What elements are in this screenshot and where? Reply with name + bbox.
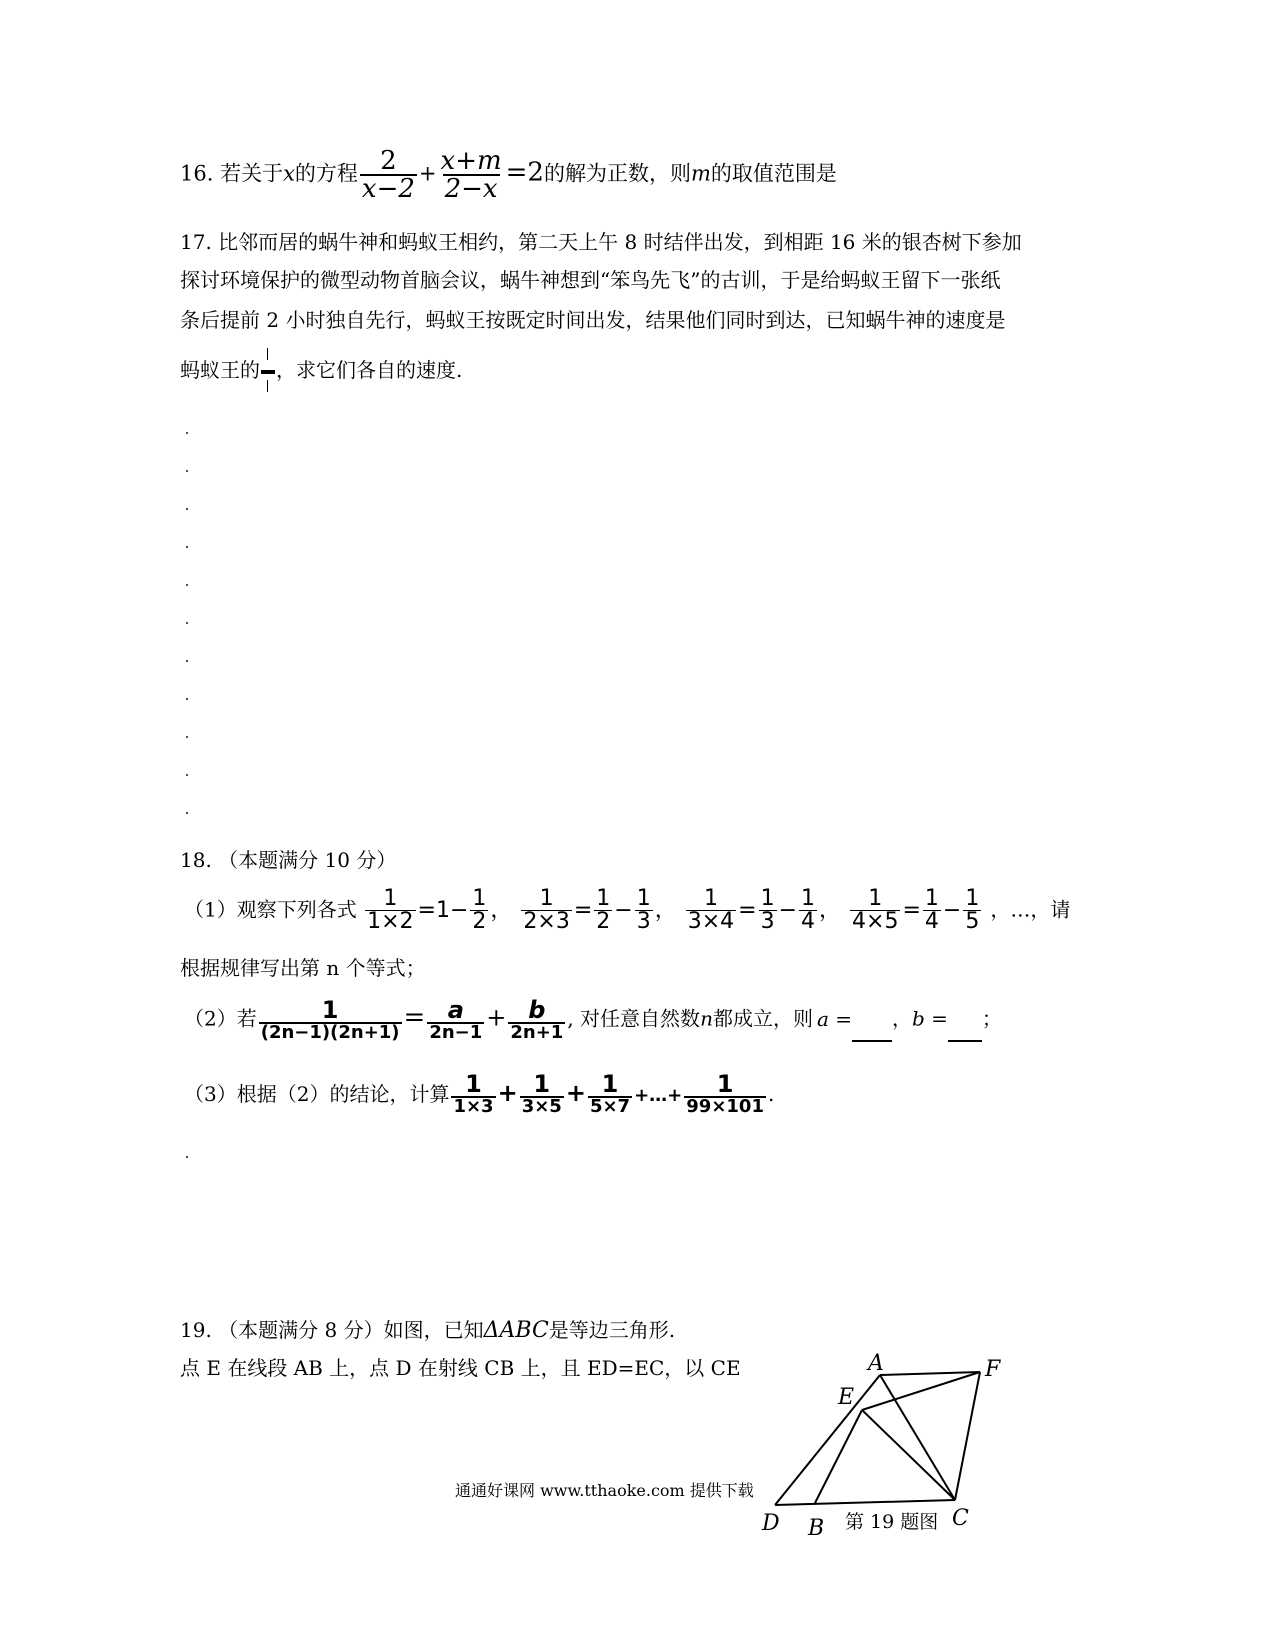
label-C: C <box>952 1506 969 1531</box>
q18-p1-frac: $\frac{1}{2\times 3}$ <box>523 886 570 934</box>
q18-p1-frac: $\frac{1}{3}$ <box>636 886 651 934</box>
q18-p1-frac: $\frac{1}{2}$ <box>596 886 611 934</box>
q19-triangle: ΔABC <box>483 1318 549 1343</box>
q18-p1-frac: $\frac{1}{5}$ <box>965 886 980 934</box>
q18-p1-tail: ，…，请 <box>990 897 1071 922</box>
figure-caption: 第 19 题图 <box>845 1511 939 1533</box>
q16-plus: + <box>418 161 437 186</box>
q17-line-3: 条后提前 2 小时独自先行，蚂蚁王按既定时间出发，结果他们同时到达，已知蜗牛神的速度是 <box>180 308 1006 332</box>
q18-part-1: （1）观察下列各式 $\frac{1}{1\times 2}$ =1− $\frac{1}{2}$ ， $\frac{1}{2\times 3}$ = $\frac{1}{2}$ − $\frac{1}{3}$ ， $\frac{1}{3\times 4}$ = $\frac{1}{3}$ − $\frac{1}{4}$ ， $\frac{1}{4\times 5}$ = $\frac{1}{4}$ − $\frac{1}{5}$ ，…，请 <box>184 886 1071 934</box>
label-F: F <box>985 1357 1001 1382</box>
q18-p1-frac: $\frac{1}{4}$ <box>924 886 939 934</box>
q18-p1-frac: $\frac{1}{3\times 4}$ <box>687 886 735 934</box>
q18-p1-frac: $\frac{1}{2}$ <box>472 886 487 934</box>
q18-p2-frac-a: $\frac{a}{2n-1}$ <box>429 996 483 1043</box>
q18-part-3: （3）根据（2）的结论，计算 $\frac{1}{1\times 3}$ + $\frac{1}{3\times 5}$ + $\frac{1}{5\times 7}$ +…+ $\frac{1}{99\times 101}$ . <box>184 1070 775 1117</box>
q18-p1-frac: $\frac{1}{3}$ <box>760 886 775 934</box>
q18-p1-frac: $\frac{1}{1\times 2}$ <box>367 886 414 934</box>
q18-part-2: （2）若 $\frac{1}{(2n-1)(2n+1)}$ = $\frac{a}{2n-1}$ + $\frac{b}{2n+1}$ , 对任意自然数n都成立，则 a = ，b = ； <box>184 996 1002 1043</box>
label-A: A <box>868 1351 884 1376</box>
q16-text-tail: 的取值范围是 <box>710 161 837 186</box>
q19-line-1: 19. （本题满分 8 分）如图，已知ΔABC是等边三角形. <box>180 1318 676 1343</box>
q18-p3-term: $\frac{1}{3\times 5}$ <box>521 1070 562 1117</box>
q18-p2-label: （2）若 <box>184 1006 257 1031</box>
q18-p1-label: （1）观察下列各式 <box>184 897 357 922</box>
q16-var-x: x <box>283 161 295 186</box>
q18-p3-term: $\frac{1}{1\times 3}$ <box>453 1070 494 1117</box>
q18-p3-term: $\frac{1}{99\times 101}$ <box>686 1070 764 1117</box>
q17-line-2: 探讨环境保护的微型动物首脑会议，蜗牛神想到“笨鸟先飞”的古训，于是给蚂蚁王留下一张纸 <box>180 268 1001 292</box>
label-B: B <box>808 1516 825 1541</box>
q19-line-2: 点 E 在线段 AB 上，点 D 在射线 CB 上，且 ED=EC，以 CE <box>180 1356 741 1380</box>
q16-var-m: m <box>690 161 711 186</box>
q16-text-mid: 的方程 <box>294 161 358 186</box>
label-E: E <box>838 1385 855 1410</box>
q16-fraction-1: $\frac{2}{x-2}$ <box>361 146 415 204</box>
q16-fraction-2: $\frac{x+m}{2-x}$ <box>440 146 502 204</box>
q17-line-1: 17. 比邻而居的蜗牛神和蚂蚁王相约，第二天上午 8 时结伴出发，到相距 16 米的银杏树下参加 <box>180 230 1022 254</box>
q18-header: 18. （本题满分 10 分） <box>180 848 397 872</box>
label-D: D <box>762 1511 780 1536</box>
q18-p2-frac: $\frac{1}{(2n-1)(2n+1)}$ <box>260 996 400 1043</box>
q17-line-4-post: ，求它们各自的速度. <box>276 358 463 382</box>
q17-line-4-pre: 蚂蚁王的 <box>180 358 260 382</box>
footer: 通通好课网 www.tthaoke.com 提供下载 <box>455 1481 754 1500</box>
q18-p2-frac-b: $\frac{b}{2n+1}$ <box>510 996 564 1043</box>
q18-p1-line-2: 根据规律写出第 n 个等式； <box>180 956 426 980</box>
q18-p1-frac: $\frac{1}{4\times 5}$ <box>852 886 899 934</box>
q18-p3-term: $\frac{1}{5\times 7}$ <box>589 1070 631 1117</box>
q18-p1-frac: $\frac{1}{4}$ <box>801 886 816 934</box>
q18-p3-label: （3）根据（2）的结论，计算 <box>184 1082 450 1106</box>
q16-text-pre: 16. 若关于 <box>180 161 284 186</box>
q16-eq: =2 <box>505 157 544 188</box>
q16-text-post: 的解为正数，则 <box>543 161 691 186</box>
